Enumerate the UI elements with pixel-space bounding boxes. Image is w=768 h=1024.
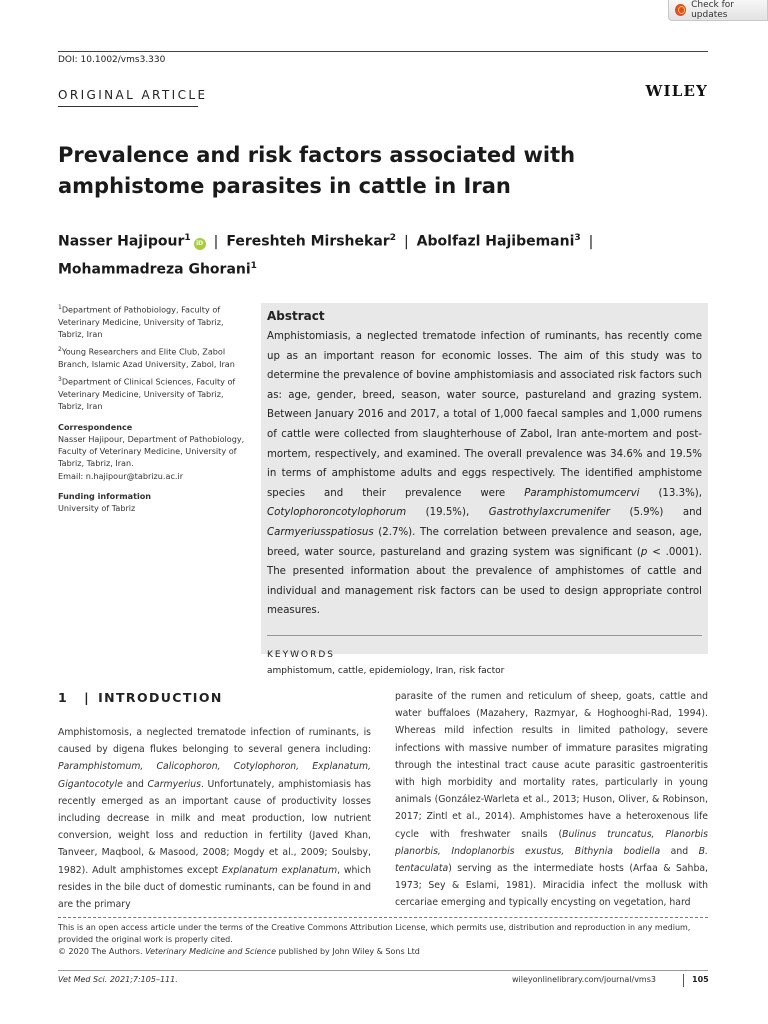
author-separator: |	[588, 233, 594, 250]
keywords-rule	[267, 635, 702, 636]
author-affiliation-number: 1	[184, 233, 191, 243]
orcid-icon[interactable]: iD	[194, 238, 206, 250]
author-name[interactable]: Abolfazl Hajibemani	[416, 233, 575, 250]
affiliation	[58, 302, 248, 340]
header-rule	[58, 51, 708, 52]
author-separator: |	[403, 233, 409, 250]
article-title: Prevalence and risk factors associated with amphistome parasites in cattle in Iran	[58, 143, 576, 198]
keywords-heading: KEYWORDS	[267, 649, 335, 660]
page-number-separator	[683, 974, 684, 987]
correspondence-email[interactable]: Email: n.hajipour@tabrizu.ac.ir	[58, 470, 184, 481]
abstract-heading: Abstract	[267, 309, 325, 323]
abstract-box	[261, 303, 708, 676]
funding-text: University of Tabriz	[58, 502, 136, 513]
publisher-logo: WILEY	[645, 82, 708, 100]
affiliation-number: 3	[58, 376, 62, 384]
affiliations-sidebar	[58, 302, 248, 518]
footnote-rule	[58, 917, 708, 918]
body-column-right: parasite of the rumen and reticulum of sheep, goats, cattle and water buffaloes (Mazahery, Razmyar, & Hoghooghi-Rad, 1994). Whereas mild infection results in limited pathology, severe infections with massive number of immature parasites migrating through the intestinal tract cause acute parasitic gastroenteritis with high morbidity and mortality rates, particularly in young animals (González-Warleta et al., 2013; Huson, Oliver, & Robinson, 2017; Zintl et al., 2014). Amphistomes have a heteroxenous life cycle with freshwater snails (Bulinus truncatus, Planorbis planorbis, Indoplanorbis exustus, Bithynia bodiella and B. tentaculata) serving as the intermediate hosts (Arfaa & Sahba, 1973; Sey & Eslami, 1981). Miracidia infect the mollusk with cercariae emerging and typically encysting on vegetation, hard	[395, 691, 709, 909]
abstract-text: Amphistomiasis, a neglected trematode infection of ruminants, has recently come up as an important reason for economic losses. The aim of this study was to determine the prevalence of bovine amphistomiasis and associated risk factors such as: age, gender, breed, season, water source, pastureland and grazing system. Between January 2016 and 2017, a total of 1,000 faecal samples and 1,000 rumens of cattle were collected from slaughterhouse of Zabol, Iran ante-mortem and post-mortem, respectively, and examined. The overall prevalence was 34.6% and 19.5% in terms of amphistome adults and eggs respectively. The identified amphistome species and their prevalence were Paramphistomumcervi (13.3%), Cotylophoroncotylophorum (19.5%), Gastrothylaxcrumenifer (5.9%) and Carmyeriusspatiosus (2.7%). The correlation between prevalence and season, age, breed, water source, pastureland and grazing system was significant (p < .0001). The presented information about the prevalence of amphistomes of cattle and individual and management risk factors can be used to design appropriate control measures.	[267, 331, 703, 617]
footer-rule	[58, 970, 708, 971]
author-name[interactable]: Mohammadreza Ghorani	[58, 261, 251, 278]
check-for-updates-button[interactable]	[668, 0, 768, 21]
check-for-updates-label: Check for updates	[691, 0, 734, 20]
author-list	[58, 226, 708, 281]
journal-citation: Vet Med Sci. 2021;7:105–111.	[58, 975, 178, 984]
author-affiliation-number: 1	[250, 260, 257, 271]
section-heading-introduction	[58, 690, 223, 705]
correspondence-heading: Correspondence	[58, 421, 133, 432]
affiliation-number: 2	[58, 346, 62, 354]
keywords-list: amphistomum, cattle, epidemiology, Iran, risk factor	[267, 665, 505, 676]
author-affiliation-number: 2	[389, 233, 396, 243]
affiliation-text: Department of Clinical Sciences, Faculty of Veterinary Medicine, University of Tabriz, Tabriz, Iran	[58, 377, 236, 412]
section-number: 1	[58, 690, 69, 705]
affiliation	[58, 344, 248, 370]
funding-heading: Funding information	[58, 490, 152, 501]
journal-website-link[interactable]: wileyonlinelibrary.com/journal/vms3	[512, 975, 656, 984]
correspondence-text: Nasser Hajipour, Department of Pathobiology, Faculty of Veterinary Medicine, University of Tabriz, Tabriz, Iran.	[58, 433, 245, 469]
license-footnote	[58, 922, 708, 959]
author-separator: |	[213, 233, 219, 250]
author-name[interactable]: Fereshteh Mirshekar	[226, 233, 390, 250]
author-affiliation-number: 3	[574, 233, 581, 243]
crossmark-icon	[675, 4, 686, 16]
affiliation-number: 1	[58, 304, 62, 311]
article-type: ORIGINAL ARTICLE	[58, 88, 208, 102]
author-name[interactable]: Nasser Hajipour	[58, 233, 185, 250]
section-separator: |	[84, 690, 91, 705]
doi[interactable]: DOI: 10.1002/vms3.330	[58, 55, 166, 65]
affiliation	[58, 374, 248, 412]
license-text: This is an open access article under the terms of the Creative Commons Attribution License, which permits use, distribution and reproduction in any medium, provided the original work is properly cited.	[58, 923, 691, 945]
affiliation-text: Young Researchers and Elite Club, Zabol Branch, Islamic Azad University, Zabol, Iran	[58, 346, 235, 370]
copyright-text: © 2020 The Authors. Veterinary Medicine and Science published by John Wiley & Sons Ltd	[58, 947, 420, 957]
section-title-text: INTRODUCTION	[98, 690, 223, 705]
body-column-left: Amphistomosis, a neglected trematode infection of ruminants, is caused by digena flukes belonging to several genera including: Paramphistomum, Calicophoron, Cotylophoron, Explanatum, Gigantocotyle and Carmyerius. Unfortunately, amphistomiasis has recently emerged as an important cause of productivity losses including decrease in milk and meat production, low nutrient conversion, weight loss and reduction in fertility (Javed Khan, Tanveer, Maqbool, & Masood, 2008; Mogdy et al., 2009; Soulsby, 1982). Adult amphistomes except Explanatum explanatum, which resides in the bile duct of domestic ruminants, can be found in and are the primary	[58, 727, 371, 911]
article-type-underline	[58, 106, 198, 107]
affiliation-text: Department of Pathobiology, Faculty of Veterinary Medicine, University of Tabriz, Tabriz, Iran	[58, 304, 224, 340]
page-number: 105	[692, 975, 709, 984]
